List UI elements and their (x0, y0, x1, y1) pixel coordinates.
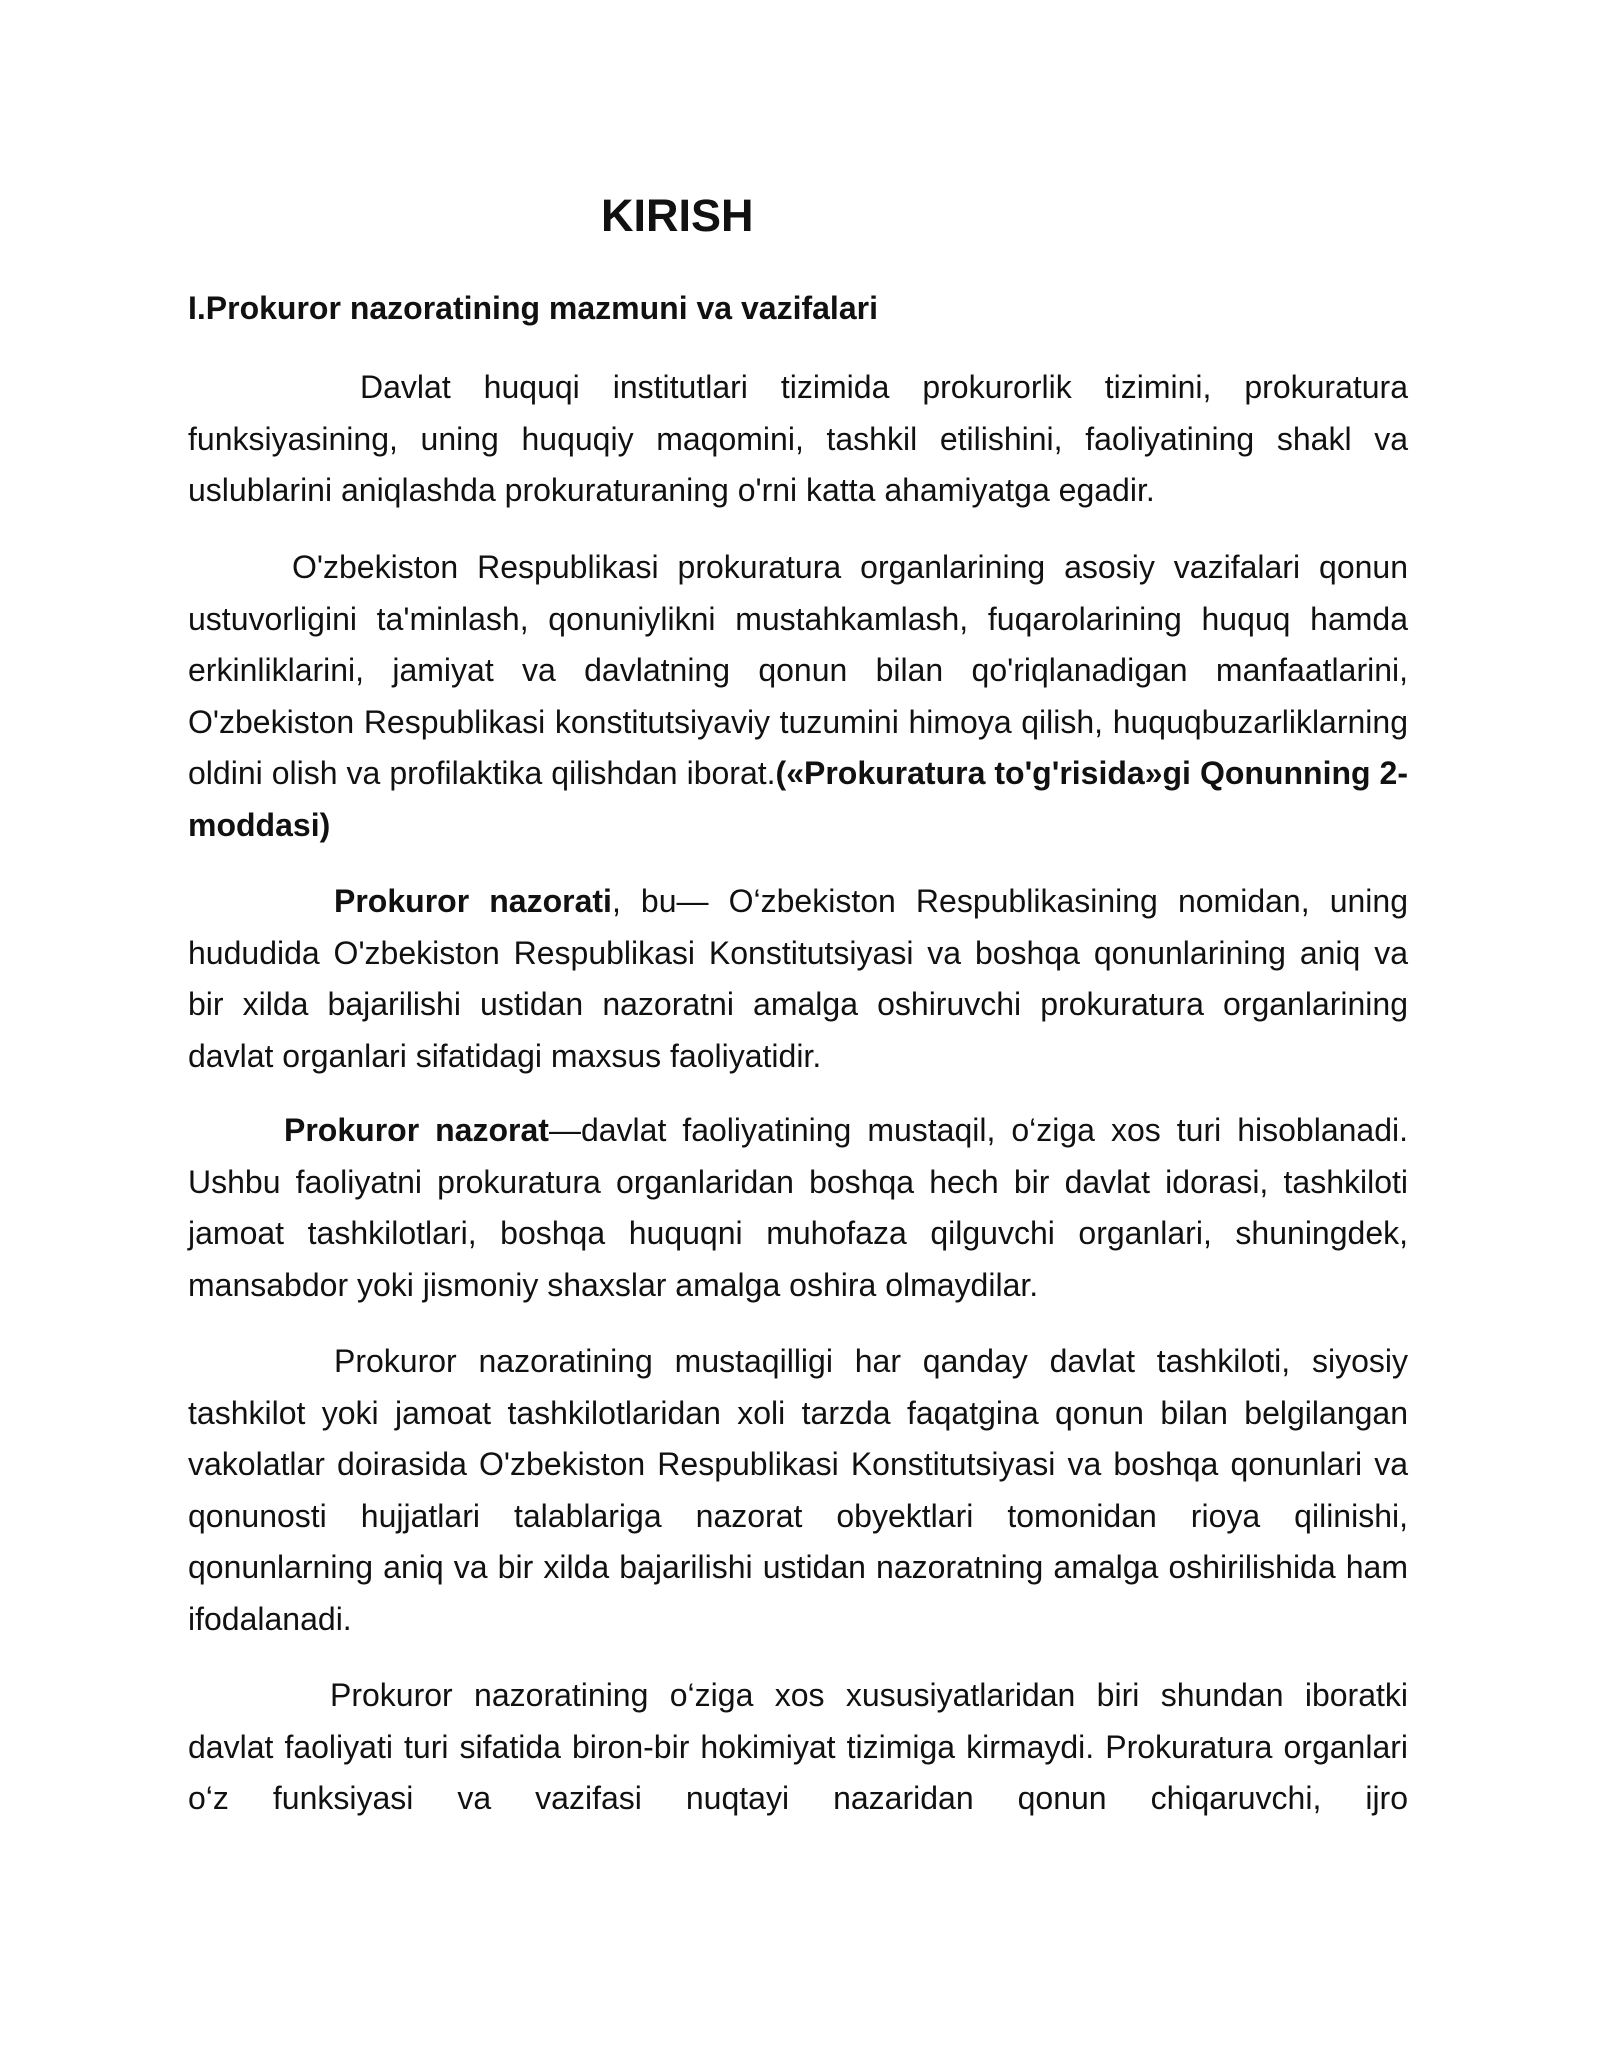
document-title: KIRISH (601, 190, 754, 241)
paragraph-1: Davlat huquqi institutlari tizimida prokurorlik tizimini, prokuratura funksiyasining, uning huquqiy maqomini, tashkil etilishini, faoliyatining shakl va uslublarini aniqlashda prokuraturaning o'rni katta ahamiyatga egadir. (188, 369, 1408, 508)
paragraph-3-text: , bu— O‘zbekiston Respublikasining nomidan, uning hududida O'zbekiston Respublikasi Konstitutsiyasi va boshqa qonunlarining aniq va bir xilda bajarilishi ustidan nazoratni amalga oshiruvchi prokuratura organlarining davlat organlari sifatidagi maxsus faoliyatidir. (188, 883, 1409, 1074)
paragraph-4-text: —davlat faoliyatining mustaqil, o‘ziga xos turi hisoblanadi. Ushbu faoliyatni prokuratura organlaridan boshqa hech bir davlat idorasi, tashkiloti jamoat tashkilotlari, boshqa huquqni muhofaza qilguvchi organlari, shuningdek, mansabdor yoki jismoniy shaxslar amalga oshira olmaydilar. (188, 1112, 1409, 1303)
paragraph-5: Prokuror nazoratining mustaqilligi har qanday davlat tashkiloti, siyosiy tashkilot yoki jamoat tashkilotlaridan xoli tarzda faqatgina qonun bilan belgilangan vakolatlar doirasida O'zbekiston Respublikasi Konstitutsiyasi va boshqa qonunlari va qonunosti hujjatlari talablariga nazorat obyektlari tomonidan rioya qilinishi, qonunlarning aniq va bir xilda bajarilishi ustidan nazoratning amalga oshirilishida ham ifodalanadi. (188, 1343, 1408, 1637)
term-prokuror-nazorat: Prokuror nazorat (284, 1112, 549, 1148)
term-prokuror-nazorati: Prokuror nazorati (334, 883, 612, 919)
paragraph-4 (188, 1105, 1408, 1311)
section-heading: I.Prokuror nazoratining mazmuni va vazifalari (188, 290, 878, 326)
paragraph-3 (188, 876, 1408, 1082)
paragraph-2 (188, 542, 1408, 851)
law-reference: («Prokuratura to'g'risida»gi Qonunning 2-moddasi) (188, 755, 1409, 843)
paragraph-2-text: O'zbekiston Respublikasi prokuratura organlarining asosiy vazifalari qonun ustuvorligini ta'minlash, qonuniylikni mustahkamlash, fuqarolarining huquq hamda erkinliklarini, jamiyat va davlatning qonun bilan qo'riqlanadigan manfaatlarini, O'zbekiston Respublikasi konstitutsiyaviy tuzumini himoya qilish, huquqbuzarliklarning oldini olish va profilaktika qilishdan iborat. (188, 549, 1408, 791)
paragraph-6: Prokuror nazoratining o‘ziga xos xususiyatlaridan biri shundan iboratki davlat faoliyati turi sifatida biron-bir hokimiyat tizimiga kirmaydi. Prokuratura organlari o‘z funksiyasi va vazifasi nuqtayi nazaridan qonun chiqaruvchi, ijro (188, 1677, 1408, 1816)
